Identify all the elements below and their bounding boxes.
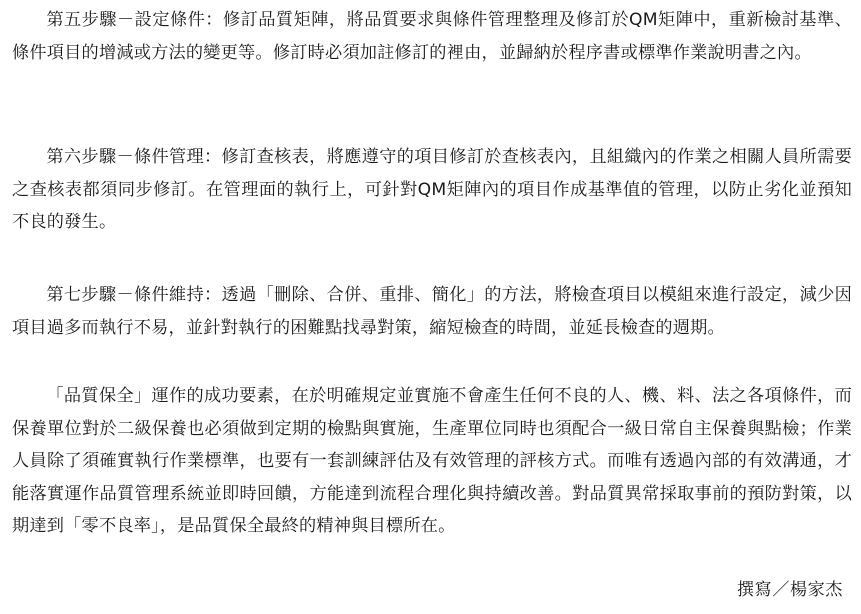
paragraph-step-six: 第六步驟－條件管理：修訂查核表，將應遵守的項目修訂於查核表內，且組織內的作業之相關人員所需要之查核表都須同步修訂。在管理面的執行上，可針對QM矩陣內的項目作成基準值的管理，以防止劣化並預知不良的發生。 <box>12 147 852 232</box>
paragraph-conclusion: 「品質保全」運作的成功要素，在於明確規定並實施不會產生任何不良的人、機、料、法之各項條件，而保養單位對於二級保養也必須做到定期的檢點與實施，生產單位同時也須配合一級日常自主保養與點檢；作業人員除了須確實執行作業標準，也要有一套訓練評估及有效管理的評核方式。而唯有透過內部的有效溝通，才能落實運作品質管理系統並即時回饋，方能達到流程合理化與持續改善。對品質異常採取事前的預防對策，以期達到「零不良率」，是品質保全最終的精神與目標所在。 <box>12 386 852 536</box>
author-byline: 撰寫／楊家杰 <box>736 580 843 600</box>
paragraph-step-seven: 第七步驟－條件維持：透過「刪除、合併、重排、簡化」的方法，將檢查項目以模組來進行設定，減少因項目過多而執行不易，並針對執行的困難點找尋對策，縮短檢查的時間，並延長檢查的週期。 <box>12 285 852 338</box>
paragraph-step-five: 第五步驟－設定條件：修訂品質矩陣，將品質要求與條件管理整理及修訂於QM矩陣中，重新檢討基準、條件項目的增減或方法的變更等。修訂時必須加註修訂的裡由，並歸納於程序書或標準作業說明書之內。 <box>12 10 852 63</box>
